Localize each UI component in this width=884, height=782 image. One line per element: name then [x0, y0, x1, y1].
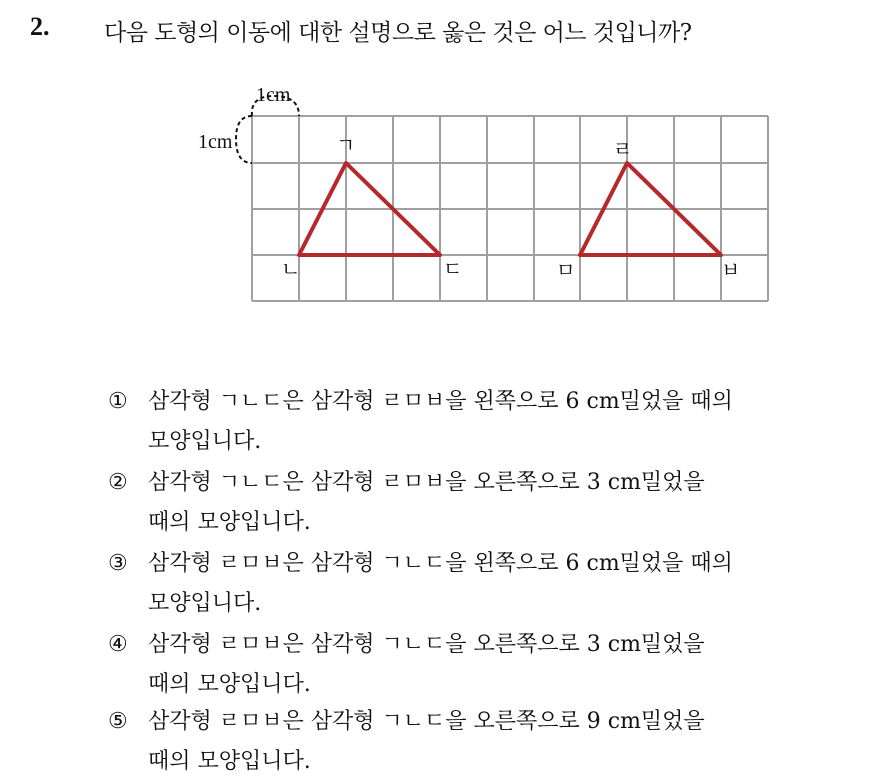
option-mark: ②	[108, 470, 128, 495]
vertex-label-b: ㅂ	[721, 258, 741, 282]
option-text: 삼각형 ㄹㅁㅂ은 삼각형 ㄱㄴㄷ을 오른쪽으로 3 cm밀었을	[148, 632, 705, 657]
option-text-cont: 때의 모양입니다.	[148, 510, 311, 535]
vertex-label-n: ㄴ	[281, 257, 301, 281]
vertex-label-r: ㄹ	[613, 137, 633, 161]
option-mark: ⑤	[108, 709, 128, 734]
grid-figure	[0, 0, 884, 320]
grid	[252, 116, 768, 301]
answer-option-3[interactable]	[108, 544, 848, 624]
answer-option-2[interactable]	[108, 463, 848, 543]
unit-arc-left	[236, 116, 252, 163]
option-mark: ①	[108, 389, 128, 414]
option-text: 삼각형 ㄱㄴㄷ은 삼각형 ㄹㅁㅂ을 오른쪽으로 3 cm밀었을	[148, 470, 705, 495]
answer-option-1[interactable]	[108, 382, 848, 462]
question-text: 다음 도형의 이동에 대한 설명으로 옳은 것은 어느 것입니까?	[104, 20, 692, 46]
option-text-cont: 모양입니다.	[148, 591, 262, 616]
option-text-cont: 모양입니다.	[148, 429, 262, 454]
option-text: 삼각형 ㄹㅁㅂ은 삼각형 ㄱㄴㄷ을 오른쪽으로 9 cm밀었을	[148, 709, 705, 734]
vertex-label-m: ㅁ	[556, 258, 576, 282]
option-mark: ③	[108, 551, 128, 576]
option-text: 삼각형 ㄱㄴㄷ은 삼각형 ㄹㅁㅂ을 왼쪽으로 6 cm밀었을 때의	[148, 389, 733, 414]
option-text-cont: 때의 모양입니다.	[148, 749, 311, 774]
vertex-label-g: ㄱ	[336, 133, 356, 157]
vertex-label-d: ㄷ	[443, 257, 463, 281]
option-text-cont: 때의 모양입니다.	[148, 672, 311, 697]
answer-option-4[interactable]	[108, 625, 848, 705]
option-text: 삼각형 ㄹㅁㅂ은 삼각형 ㄱㄴㄷ을 왼쪽으로 6 cm밀었을 때의	[148, 551, 733, 576]
unit-label-top: 1cm	[256, 84, 291, 106]
option-mark: ④	[108, 632, 128, 657]
question-number: 2.	[30, 12, 50, 41]
answer-option-5[interactable]	[108, 702, 848, 782]
unit-label-left: 1cm	[198, 131, 233, 153]
